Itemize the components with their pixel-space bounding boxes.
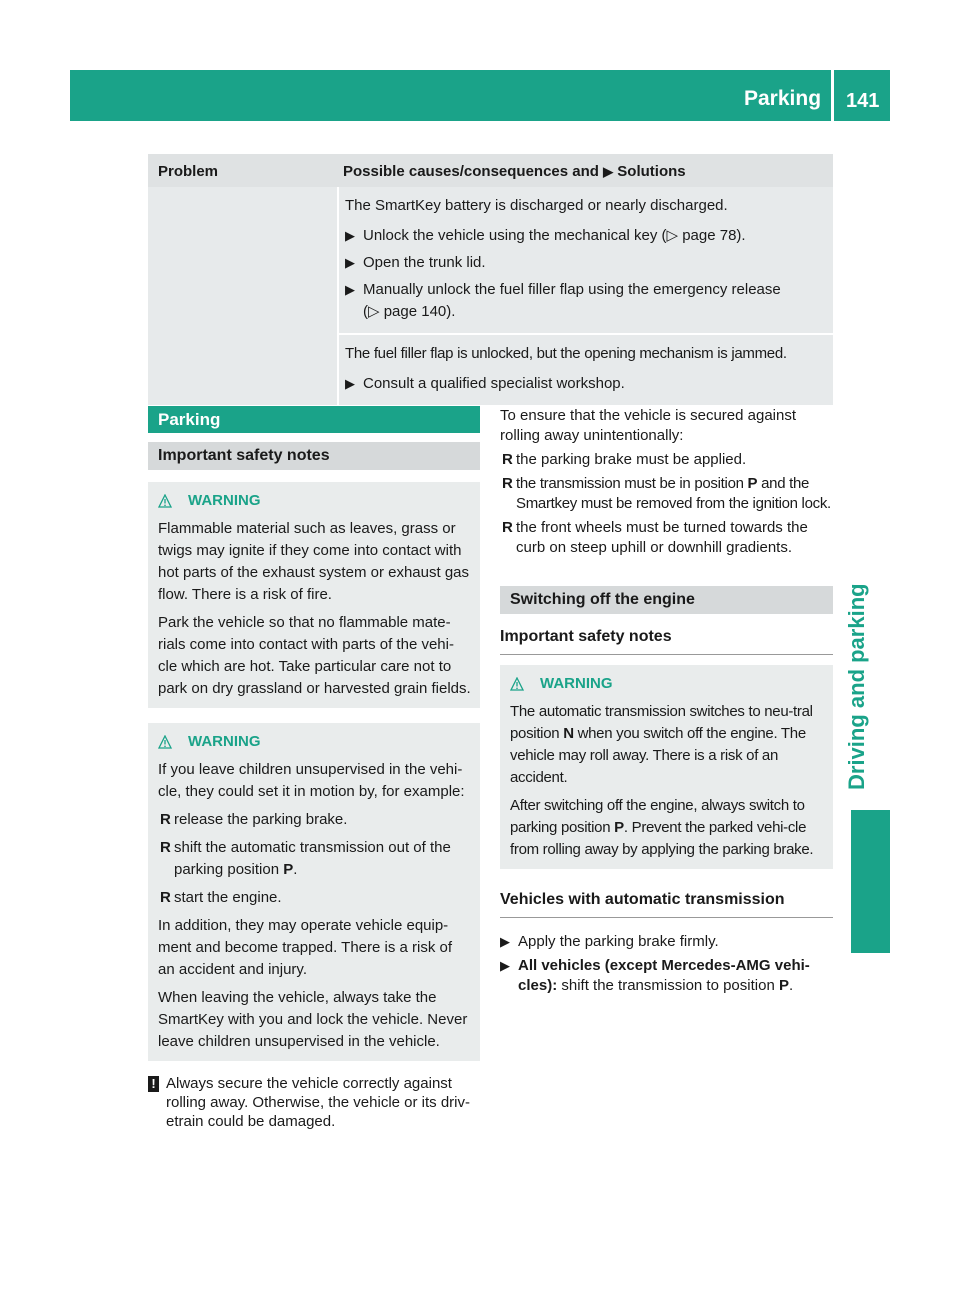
warning-text: In addition, they may operate vehicle equip-ment and become trapped. There is a risk of an accident and injury.: [158, 917, 453, 978]
bullet-r-icon: R: [502, 519, 513, 536]
warning-triangle-icon: [510, 677, 524, 691]
warning-box: [148, 482, 480, 708]
subsection-title: Important safety notes: [500, 626, 833, 655]
step-item: ▶ Apply the parking brake firmly.: [500, 933, 719, 950]
list-item: R the parking brake must be applied.: [502, 451, 747, 468]
warning-title: WARNING: [510, 673, 824, 695]
list-item: R release the parking brake.: [158, 809, 471, 831]
section-title-parking: Parking: [148, 406, 480, 433]
table-problem-cell: [148, 187, 337, 405]
arrow-right-icon: ▶: [500, 958, 510, 973]
bullet-r-icon: R: [160, 839, 171, 856]
warning-text: The automatic transmission switches to neu-tral position N when you switch off the engine. The vehicle may roll away. There is a risk of an accident.: [510, 703, 813, 786]
bullet-r-icon: R: [502, 451, 513, 468]
steps-block: [500, 932, 833, 996]
exclamation-icon: !: [148, 1076, 159, 1092]
arrow-right-icon: ▶: [345, 376, 355, 391]
warning-text: Park the vehicle so that no flammable mate-rials come into contact with parts of the vehi-cle which are hot. Take particular care not to park on dry grassland or harvested grain fields.: [158, 614, 471, 697]
list-item: R start the engine.: [158, 887, 471, 909]
table-body: [148, 187, 833, 405]
bullet-r-icon: R: [502, 475, 513, 492]
left-column: [148, 406, 480, 1131]
list-item: R the front wheels must be turned towards the curb on steep uphill or downhill gradients.: [502, 519, 808, 556]
warning-box: [500, 665, 833, 869]
warning-text: Flammable material such as leaves, grass or twigs may ignite if they come into contact with hot parts of the exhaust system or exhaust gas flow. There is a risk of fire.: [158, 520, 470, 603]
right-column: [500, 406, 833, 1001]
table-header-problem: Problem: [158, 163, 219, 180]
step-item: ▶ Unlock the vehicle using the mechanical key (▷ page 78).: [345, 225, 827, 247]
bullet-r-icon: R: [160, 811, 171, 828]
bullet-r-icon: R: [160, 889, 171, 906]
warning-title: WARNING: [158, 490, 471, 512]
intro-block: [500, 406, 833, 558]
troubleshooting-table: [148, 154, 833, 405]
arrow-right-icon: ▶: [345, 282, 355, 297]
warning-text: If you leave children unsupervised in the vehi-cle, they could set it in motion by, for example:: [158, 761, 465, 800]
arrow-right-icon: ▶: [500, 934, 510, 949]
header-title: Parking: [744, 87, 822, 110]
side-tab-block: [851, 810, 890, 953]
step-item: ▶ All vehicles (except Mercedes-AMG vehi-cles): shift the transmission to position P.: [500, 957, 810, 994]
warning-text: After switching off the engine, always switch to parking position P. Prevent the parked vehi-cle from rolling away by applying the parking brake.: [510, 797, 814, 858]
table-row: [339, 335, 833, 405]
step-item: ▶ Open the trunk lid.: [345, 252, 827, 274]
table-causes-column: [339, 187, 833, 405]
arrow-right-icon: ▶: [345, 255, 355, 270]
page-number: 141: [846, 90, 880, 112]
warning-triangle-icon: [158, 494, 172, 508]
arrow-right-icon: ▶: [603, 164, 614, 179]
warning-title: WARNING: [158, 731, 471, 753]
side-tab-label: Driving and parking: [844, 583, 869, 790]
table-header-causes: Possible causes/consequences and ▶ Solutions: [343, 163, 686, 180]
warning-triangle-icon: [158, 735, 172, 749]
subsection-title-automatic: Vehicles with automatic transmission: [500, 889, 833, 918]
step-item: ▶ Consult a qualified specialist workshop.: [345, 373, 827, 395]
step-item: ▶ Manually unlock the fuel filler flap using the emergency release (▷ page 140).: [345, 281, 781, 320]
table-row: [339, 187, 833, 333]
warning-text: When leaving the vehicle, always take the SmartKey with you and lock the vehicle. Never leave children unsupervised in the vehicle.: [158, 989, 468, 1050]
table-header: [148, 154, 833, 187]
cause-text: The fuel filler flap is unlocked, but the opening mechanism is jammed.: [345, 345, 787, 362]
arrow-right-icon: ▶: [345, 228, 355, 243]
section-title-switching-off: Switching off the engine: [500, 586, 833, 614]
header-separator: [831, 70, 834, 121]
warning-box: [148, 723, 480, 1061]
cause-text: The SmartKey battery is discharged or nearly discharged.: [345, 197, 728, 214]
list-item: R the transmission must be in position P and the Smartkey must be removed from the ignition lock.: [502, 475, 831, 512]
caution-note: ! Always secure the vehicle correctly against rolling away. Otherwise, the vehicle or its driv-etrain could be damaged.: [148, 1074, 480, 1131]
intro-text: To ensure that the vehicle is secured against rolling away unintentionally:: [500, 407, 797, 444]
subsection-title: Important safety notes: [148, 442, 480, 470]
list-item: R shift the automatic transmission out of the parking position P.: [160, 839, 451, 878]
